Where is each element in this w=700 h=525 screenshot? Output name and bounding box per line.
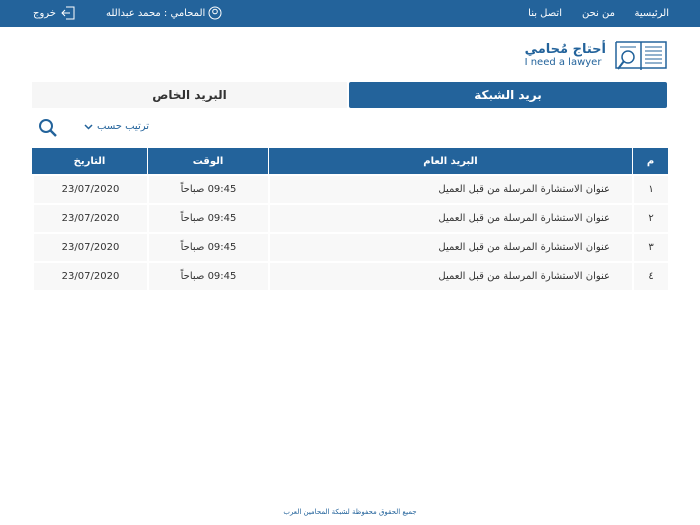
table-row[interactable] xyxy=(32,205,668,232)
sort-dropdown[interactable] xyxy=(84,121,149,132)
nav-about[interactable]: من نحن xyxy=(582,8,615,19)
nav-contact[interactable]: اتصل بنا xyxy=(528,8,562,19)
row-time: 09:45 صباحاً xyxy=(147,263,268,290)
chevron-down-icon xyxy=(84,124,93,130)
logo[interactable] xyxy=(525,38,668,72)
logout-button[interactable] xyxy=(33,6,76,20)
tab-network-mail[interactable]: بريد الشبكة xyxy=(349,82,667,108)
header-subject: البريد العام xyxy=(268,148,632,174)
row-time: 09:45 صباحاً xyxy=(147,176,268,203)
mail-table xyxy=(32,146,668,292)
row-number: ١ xyxy=(632,176,668,203)
row-date: 23/07/2020 xyxy=(32,263,147,290)
user-name: المحامي : محمد عبدالله xyxy=(106,7,206,19)
row-time: 09:45 صباحاً xyxy=(147,205,268,232)
top-nav-bar xyxy=(0,0,700,27)
header-time: الوقت xyxy=(147,148,268,174)
logo-title: أحتاج مُحامي xyxy=(524,42,606,57)
nav-home[interactable]: الرئيسية xyxy=(634,8,669,19)
user-info[interactable] xyxy=(106,6,222,20)
row-time: 09:45 صباحاً xyxy=(147,234,268,261)
tab-private-mail[interactable]: البريد الخاص xyxy=(32,82,347,108)
row-subject: عنوان الاستشارة المرسلة من قبل العميل xyxy=(268,263,632,290)
logo-subtitle: I need a lawyer xyxy=(524,57,602,68)
row-number: ٣ xyxy=(632,234,668,261)
row-subject: عنوان الاستشارة المرسلة من قبل العميل xyxy=(268,234,632,261)
user-icon xyxy=(208,6,222,20)
row-number: ٢ xyxy=(632,205,668,232)
row-date: 23/07/2020 xyxy=(32,205,147,232)
row-number: ٤ xyxy=(632,263,668,290)
header-date: التاريخ xyxy=(32,148,147,174)
table-row[interactable] xyxy=(32,176,668,203)
book-search-icon xyxy=(614,38,668,72)
table-row[interactable] xyxy=(32,234,668,261)
row-date: 23/07/2020 xyxy=(32,176,147,203)
row-subject: عنوان الاستشارة المرسلة من قبل العميل xyxy=(268,176,632,203)
table-row[interactable] xyxy=(32,263,668,290)
search-icon[interactable] xyxy=(38,118,58,138)
logout-label: خروج xyxy=(33,7,56,19)
header-number: م xyxy=(632,148,668,174)
row-subject: عنوان الاستشارة المرسلة من قبل العميل xyxy=(268,205,632,232)
logout-icon xyxy=(60,6,76,20)
sort-label: ترتيب حسب xyxy=(97,121,150,132)
footer-copyright: جميع الحقوق محفوظة لشبكة المحامين العرب xyxy=(283,508,417,516)
row-date: 23/07/2020 xyxy=(32,234,147,261)
